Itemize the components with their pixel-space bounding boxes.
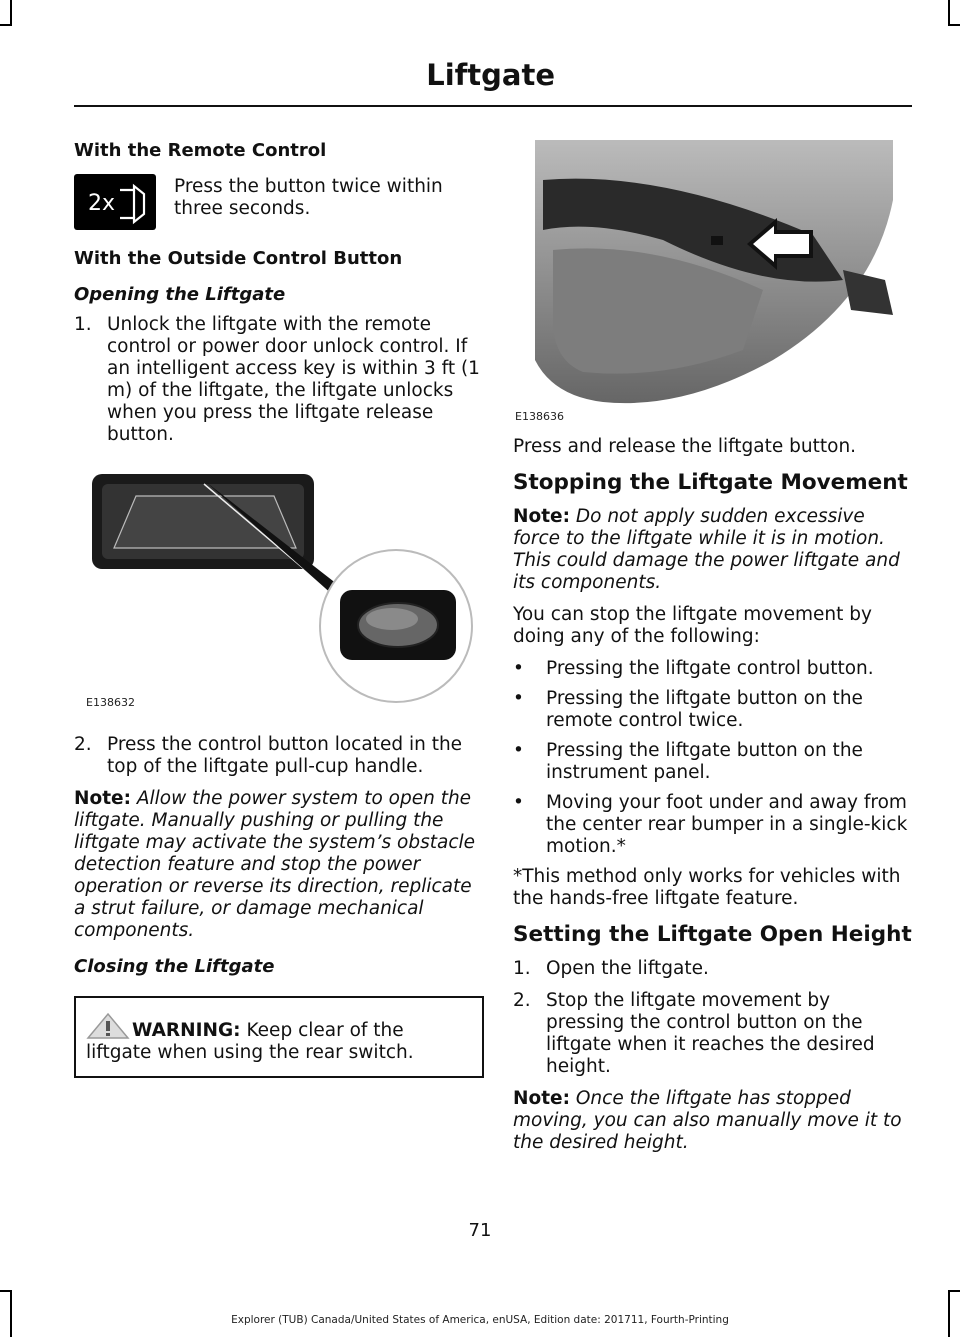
- step-text: Stop the liftgate movement by pressing the control button on the liftgate when it reaches the desired height.: [546, 990, 875, 1077]
- note-text: Allow the power system to open the liftgate. Manually pushing or pulling the liftgate may activate the system’s obstacle detection feature and stop the power operation or reverse its direction, replicate a strut failure, or damage mechanical components.: [74, 788, 476, 941]
- header-rule: [74, 105, 912, 107]
- figure-pullcup-handle: [74, 456, 484, 716]
- right-column: [513, 140, 913, 1164]
- step-number: 1.: [513, 958, 531, 979]
- note-text: Once the liftgate has stopped moving, you can also manually move it to the desired height.: [513, 1088, 902, 1153]
- setting-heading: Setting the Liftgate Open Height: [513, 922, 912, 947]
- stop-intro: You can stop the liftgate movement by doing any of the following:: [513, 604, 872, 647]
- bullet-text: Pressing the liftgate control button.: [546, 658, 874, 679]
- step-number: 1.: [74, 314, 92, 335]
- remote-instruction: [74, 174, 484, 230]
- step-number: 2.: [74, 734, 92, 755]
- list-item: • Pressing the liftgate control button.: [513, 658, 874, 679]
- note-label: Note:: [513, 1088, 570, 1109]
- footnote: *This method only works for vehicles with the hands-free liftgate feature.: [513, 866, 901, 909]
- crop-mark: [948, 24, 960, 26]
- crop-mark: [0, 24, 12, 26]
- set-step-2: [513, 990, 913, 1078]
- list-item: • Pressing the liftgate button on the remote control twice.: [513, 688, 913, 732]
- set-step-1: [513, 958, 913, 980]
- step-1: [74, 314, 484, 446]
- step-2: [74, 734, 484, 778]
- step-text: Open the liftgate.: [546, 958, 709, 979]
- outside-heading: With the Outside Control Button: [74, 248, 403, 269]
- figure-liftgate-button: [513, 140, 913, 422]
- remote-heading: With the Remote Control: [74, 140, 327, 161]
- remote-text: Press the button twice within three seconds.: [174, 176, 443, 219]
- note-label: Note:: [74, 788, 131, 809]
- press-release-text: Press and release the liftgate button.: [513, 436, 857, 457]
- warning-triangle-icon: [86, 1012, 132, 1038]
- crop-mark: [0, 1290, 12, 1292]
- footer-text: Explorer (TUB) Canada/United States of America, enUSA, Edition date: 201711, Fourth-Printing: [231, 1314, 729, 1326]
- list-item: • Moving your foot under and away from the center rear bumper in a single-kick motion.*: [513, 792, 913, 858]
- remote-twice-icon: [74, 174, 156, 230]
- warning-box: [74, 996, 484, 1078]
- step-text: Unlock the liftgate with the remote control or power door unlock control. If an intelligent access key is within 3 ft (1 m) of the liftgate, the liftgate unlocks when you press the liftgate release button.: [107, 314, 480, 445]
- note-text: Do not apply sudden excessive force to the liftgate while it is in motion. This could damage the power liftgate and its components.: [513, 506, 900, 593]
- page-title: Liftgate: [426, 58, 555, 92]
- list-item: • Pressing the liftgate button on the instrument panel.: [513, 740, 913, 784]
- bullet-text: Moving your foot under and away from the center rear bumper in a single-kick motion.*: [546, 792, 908, 857]
- warning-text: Keep clear of the liftgate when using the rear switch.: [86, 1020, 414, 1063]
- step-number: 2.: [513, 990, 531, 1011]
- note: [513, 1088, 913, 1154]
- crop-mark: [948, 0, 950, 26]
- note: [74, 788, 484, 942]
- crop-mark: [948, 1290, 960, 1292]
- crop-mark: [10, 0, 12, 26]
- figure-label: E138632: [86, 696, 135, 709]
- opening-heading: Opening the Liftgate: [74, 284, 286, 305]
- bullet-text: Pressing the liftgate button on the remote control twice.: [546, 688, 863, 731]
- remote-icon-label: 2x: [88, 191, 116, 216]
- left-column: [74, 140, 484, 1078]
- warning-label: WARNING:: [132, 1020, 241, 1041]
- figure-label: E138636: [515, 410, 564, 423]
- page-number: 71: [468, 1220, 492, 1241]
- stopping-heading: Stopping the Liftgate Movement: [513, 470, 908, 495]
- note-label: Note:: [513, 506, 570, 527]
- note: [513, 506, 913, 594]
- bullet-text: Pressing the liftgate button on the instrument panel.: [546, 740, 863, 783]
- closing-heading: Closing the Liftgate: [74, 956, 275, 977]
- step-text: Press the control button located in the top of the liftgate pull-cup handle.: [107, 734, 463, 777]
